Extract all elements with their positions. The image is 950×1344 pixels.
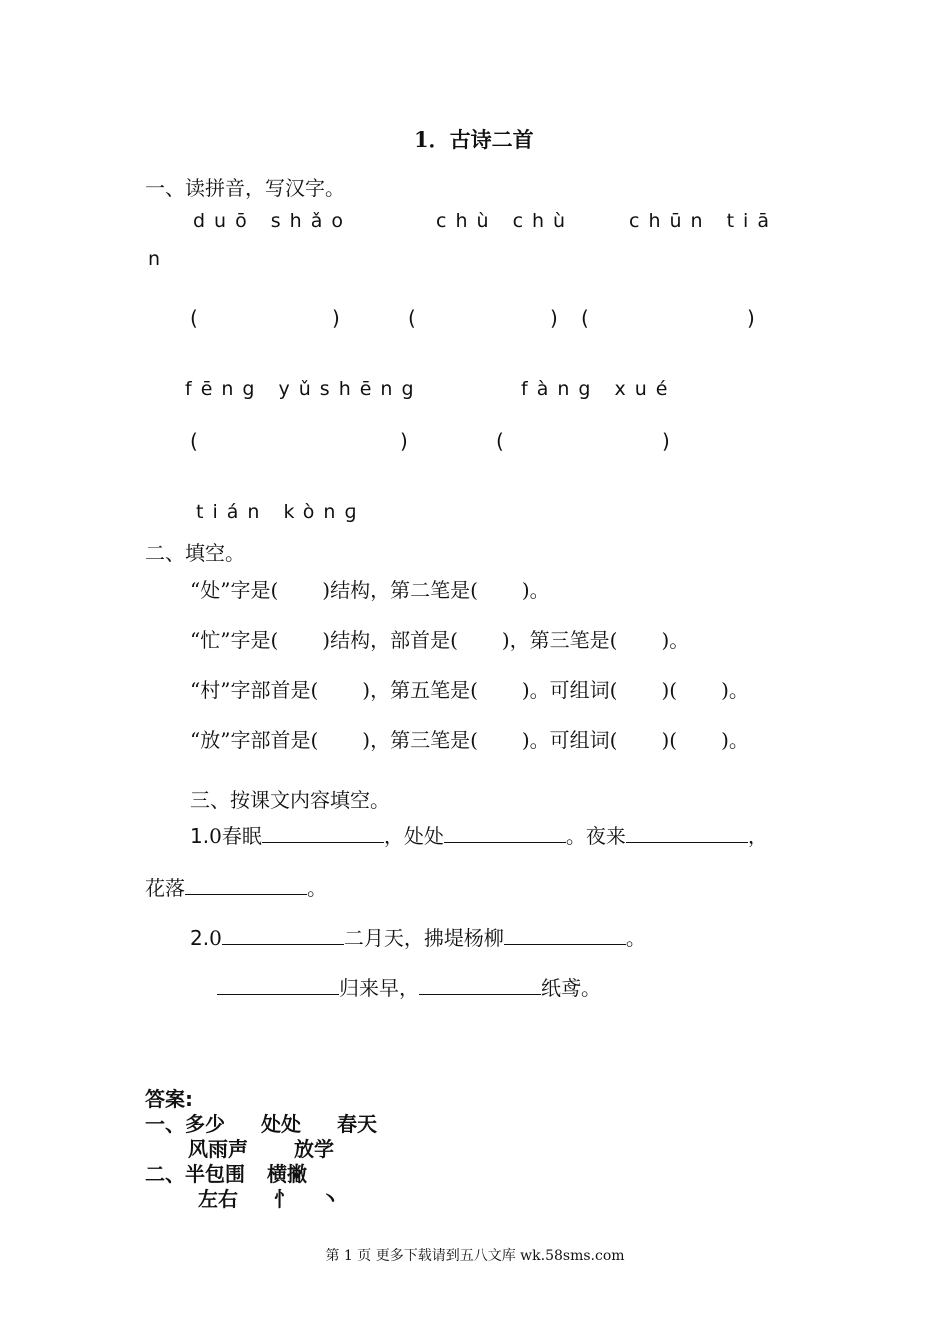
answer-word: 处处 (261, 1112, 301, 1136)
page-footer: 第 1 页 更多下载请到五八文库 wk.58sms.com (325, 1248, 625, 1264)
pinyin-chuntian: chūn tiā (629, 210, 778, 232)
answers-heading: 答案: (145, 1087, 193, 1111)
poem-text: 归来早， (339, 976, 419, 1000)
poem-text: 。夜来 (565, 824, 626, 848)
poem-text: 0春眠 (209, 824, 262, 848)
answer-paren-open: ( (581, 306, 589, 330)
answer-paren-close: ) (332, 306, 340, 330)
blank-line (217, 974, 339, 995)
poem-text: ， (747, 824, 768, 848)
pinyin-fangxue: fàng xué (521, 378, 677, 400)
poem-text: 。 (625, 926, 646, 950)
poem-text: 纸鸢。 (541, 976, 601, 1000)
fill-text: )。可组词( (521, 678, 618, 702)
item-number: 1. (190, 824, 210, 848)
answer-label: 一、 (145, 1112, 185, 1136)
answer-word: 多少 (185, 1112, 225, 1136)
answer-label: 二、 (145, 1162, 185, 1186)
answer-word: 横撇 (267, 1162, 307, 1186)
answer-word: 春天 (337, 1112, 377, 1136)
blank-line (185, 874, 307, 895)
fill-text: “处”字是( (190, 578, 279, 602)
poem-line-1 (190, 820, 768, 849)
pinyin-duoshao: duō shǎo (193, 210, 352, 232)
fill-line-2 (190, 624, 689, 653)
answer-paren-close: ) (662, 429, 670, 453)
fill-text: )。 (661, 628, 690, 652)
answer-word: 风雨声 (188, 1137, 248, 1161)
answer-paren-close: ) (747, 306, 755, 330)
answer-word: 半包围 (185, 1162, 245, 1186)
poem-text: 。 (307, 876, 327, 900)
fill-text: )( (661, 728, 678, 752)
answer-paren-open: ( (190, 429, 198, 453)
poem-text: 0 (209, 926, 222, 950)
fill-text: “放”字部首是( (190, 728, 319, 752)
fill-text: )，第三笔是( (362, 728, 478, 752)
poem-text: ，处处 (383, 824, 444, 848)
answer-paren-open: ( (190, 306, 198, 330)
blank-line (626, 822, 748, 843)
blank-line (262, 822, 384, 843)
answer-word: 左右 (198, 1187, 238, 1211)
answer-word: 丶 (320, 1187, 340, 1211)
pinyin-chuchu: chù chù (436, 210, 575, 232)
answer-paren-close: ) (550, 306, 558, 330)
fill-line-4 (190, 724, 749, 753)
fill-text: “村”字部首是( (190, 678, 319, 702)
section1-heading: 一、读拼音，写汉字。 (145, 176, 345, 200)
item-number: 2. (190, 926, 210, 950)
answer-word: 放学 (294, 1137, 334, 1161)
fill-text: “忙”字是( (190, 628, 279, 652)
fill-line-3 (190, 674, 749, 703)
fill-line-1 (190, 574, 550, 603)
fill-text: )结构，部首是( (322, 628, 458, 652)
pinyin-fengyusheng: fēng yǔshēng (185, 378, 423, 400)
fill-text: )。 (721, 678, 749, 702)
blank-line (419, 974, 541, 995)
poem-line-2 (190, 922, 646, 951)
fill-text: )，第三笔是( (501, 628, 618, 652)
blank-line (504, 924, 626, 945)
page-title: 1．古诗二首 (414, 127, 534, 152)
blank-line (222, 924, 344, 945)
fill-text: )。 (521, 578, 550, 602)
fill-text: )结构，第二笔是( (322, 578, 478, 602)
pinyin-wrap: n (148, 248, 170, 270)
fill-text: )( (661, 678, 678, 702)
fill-text: )。 (721, 728, 749, 752)
answer-row-2b (198, 1183, 340, 1212)
section3-heading: 三、按课文内容填空。 (190, 788, 390, 812)
fill-text: )，第五笔是( (362, 678, 478, 702)
answer-paren-open: ( (496, 429, 504, 453)
answer-word: 忄 (274, 1187, 294, 1211)
poem-text: 二月天，拂堤杨柳 (343, 926, 504, 950)
poem-line-1b (145, 872, 327, 901)
poem-text: 花落 (145, 876, 185, 900)
blank-line (444, 822, 566, 843)
fill-text: )。可组词( (521, 728, 618, 752)
poem-line-2b (217, 972, 601, 1001)
pinyin-tiankong: tián kònɡ (196, 501, 366, 523)
answer-paren-close: ) (400, 429, 408, 453)
section2-heading: 二、填空。 (145, 541, 245, 565)
answer-paren-open: ( (408, 306, 416, 330)
